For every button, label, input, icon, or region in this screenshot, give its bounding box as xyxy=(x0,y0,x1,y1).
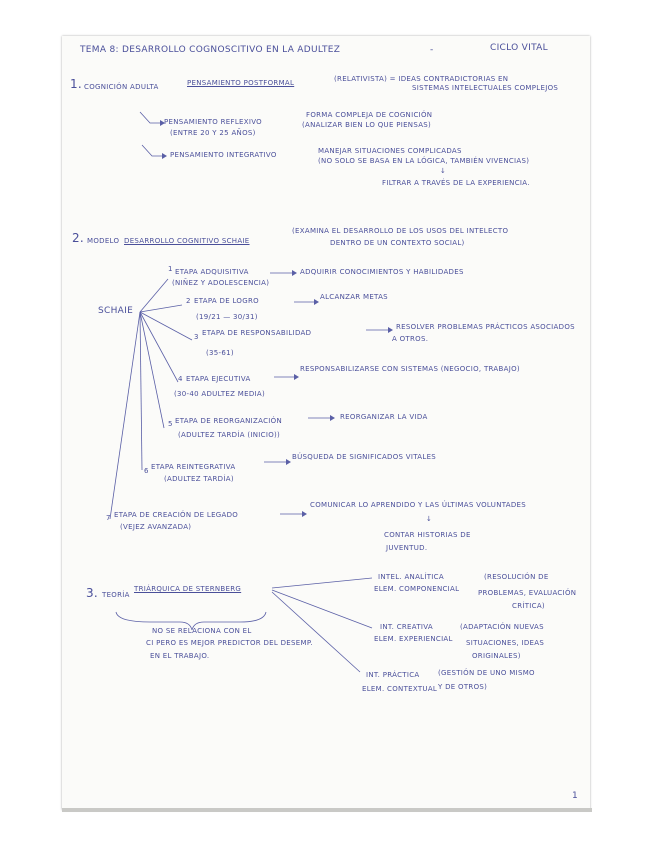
branch-stage-5 xyxy=(140,312,164,428)
section-2-title-pre: MODELO xyxy=(87,237,120,245)
reflexivo-desc-2: (ANALIZAR BIEN LO QUE PIENSAS) xyxy=(302,121,432,129)
stage-2-number: 2 xyxy=(186,297,191,305)
course-name: CICLO VITAL xyxy=(490,43,548,53)
page-title: TEMA 8: DESARROLLO COGNOSCITIVO EN LA ADULTEZ xyxy=(80,45,341,55)
section-1-title-link: PENSAMIENTO POSTFORMAL xyxy=(187,79,295,87)
section-3-note-2: CI PERO ES MEJOR PREDICTOR DEL DESEMP. xyxy=(146,639,313,647)
stage-7-age: (VEJEZ AVANZADA) xyxy=(120,523,192,531)
section-3-note-1: NO SE RELACIONA CON EL xyxy=(152,627,252,635)
stage-4-desc: RESPONSABILIZARSE CON SISTEMAS (NEGOCIO, TRABAJO) xyxy=(300,365,520,373)
section-2-number: 2. xyxy=(72,231,85,245)
stage-2-name: ETAPA DE LOGRO xyxy=(194,297,259,305)
analitica-label: INTEL. ANALÍTICA xyxy=(378,573,444,581)
stage-5-name: ETAPA DE REORGANIZACIÓN xyxy=(175,417,283,425)
creativa-desc-1: (ADAPTACIÓN NUEVAS xyxy=(460,623,544,631)
stage-1-desc: ADQUIRIR CONOCIMIENTOS Y HABILIDADES xyxy=(300,268,464,276)
practica-label: INT. PRÁCTICA xyxy=(366,671,420,679)
section-1-title-post: (RELATIVISTA) = IDEAS CONTRADICTORIAS EN xyxy=(334,75,509,83)
stage-3-desc: RESOLVER PROBLEMAS PRÁCTICOS ASOCIADOS xyxy=(396,323,575,331)
stage-6-number: 6 xyxy=(144,467,149,475)
stage-5-desc: REORGANIZAR LA VIDA xyxy=(340,413,428,421)
analitica-desc-2: PROBLEMAS, EVALUACIÓN xyxy=(478,589,577,597)
stage-3-name: ETAPA DE RESPONSABILIDAD xyxy=(202,329,312,337)
practica-desc-1: (GESTIÓN DE UNO MISMO xyxy=(438,669,535,677)
stage-7-desc-3: JUVENTUD. xyxy=(386,544,428,552)
section-2-desc-2: DENTRO DE UN CONTEXTO SOCIAL) xyxy=(330,239,465,247)
stage-1-age: (NIÑEZ Y ADOLESCENCIA) xyxy=(172,279,270,287)
stage-7-desc: COMUNICAR LO APRENDIDO Y LAS ÚLTIMAS VOLUNTADES xyxy=(310,501,527,509)
section-1-title-cont: SISTEMAS INTELECTUALES COMPLEJOS xyxy=(412,84,559,92)
practica-desc-2: Y DE OTROS) xyxy=(438,683,488,691)
stage-4-number: 4 xyxy=(178,375,183,383)
page-number: 1 xyxy=(572,791,579,801)
creativa-desc-3: ORIGINALES) xyxy=(472,652,521,660)
stage-2-desc: ALCANZAR METAS xyxy=(320,293,388,301)
schaie-hub: SCHAIE xyxy=(98,306,134,316)
title-dash: - xyxy=(430,45,434,55)
integrativo-desc-1: MANEJAR SITUACIONES COMPLICADAS xyxy=(318,147,462,155)
creativa-desc-2: SITUACIONES, IDEAS xyxy=(466,639,545,647)
branch-stage-7 xyxy=(110,312,140,519)
analitica-desc-3: CRÍTICA) xyxy=(512,602,545,610)
stage-6-name: ETAPA REINTEGRATIVA xyxy=(151,463,236,471)
stage-4-name: ETAPA EJECUTIVA xyxy=(186,375,251,383)
stage-5-number: 5 xyxy=(168,420,173,428)
stage-3-number: 3 xyxy=(194,333,199,341)
stage-1-number: 1 xyxy=(168,265,173,273)
integrativo-desc-2: (NO SOLO SE BASA EN LA LÓGICA, TAMBIÉN VIVENCIAS) xyxy=(318,157,530,165)
stage-4-age: (30-40 ADULTEZ MEDIA) xyxy=(174,390,265,398)
creativa-label: INT. CREATIVA xyxy=(380,623,433,631)
analitica-element: ELEM. COMPONENCIAL xyxy=(374,585,460,593)
section-2-desc-1: (EXAMINA EL DESARROLLO DE LOS USOS DEL INTELECTO xyxy=(292,227,509,235)
stage-1-name: ETAPA ADQUISITIVA xyxy=(175,268,249,276)
branch-creativa xyxy=(272,590,372,628)
stage-3-desc-2: A OTROS. xyxy=(392,335,429,343)
stage-6-desc: BÚSQUEDA DE SIGNIFICADOS VITALES xyxy=(292,453,437,461)
branch-practica xyxy=(272,592,360,672)
section-3-title-pre: TEORÍA xyxy=(102,591,130,599)
reflexivo-label: PENSAMIENTO REFLEXIVO xyxy=(164,118,262,126)
stage-7-name: ETAPA DE CREACIÓN DE LEGADO xyxy=(114,511,239,519)
stage-7-number: 7 xyxy=(106,514,111,522)
reflexivo-age: (ENTRE 20 Y 25 AÑOS) xyxy=(170,129,256,137)
creativa-element: ELEM. EXPERIENCIAL xyxy=(374,635,453,643)
branch-analitica xyxy=(272,578,372,588)
stage-7-arrow: ↓ xyxy=(426,515,433,523)
integrativo-desc-3: FILTRAR A TRAVÉS DE LA EXPERIENCIA. xyxy=(382,179,530,187)
arrow-integrativo xyxy=(142,145,162,156)
reflexivo-desc-1: FORMA COMPLEJA DE COGNICIÓN xyxy=(306,111,433,119)
section-3-title-link: TRIÁRQUICA DE STERNBERG xyxy=(134,585,242,593)
stage-6-age: (ADULTEZ TARDÍA) xyxy=(164,475,234,483)
stage-5-age: (ADULTEZ TARDÍA (INICIO)) xyxy=(178,431,281,439)
section-1-number: 1. xyxy=(70,77,83,91)
practica-element: ELEM. CONTEXTUAL xyxy=(362,685,438,693)
section-3-note-3: EN EL TRABAJO. xyxy=(150,652,210,660)
section-1-title-pre: COGNICIÓN ADULTA xyxy=(84,83,159,91)
branch-stage-2 xyxy=(140,305,182,312)
stage-2-age: (19/21 — 30/31) xyxy=(196,313,258,321)
analitica-desc-1: (RESOLUCIÓN DE xyxy=(484,573,549,581)
section-3-number: 3. xyxy=(86,586,99,600)
branch-stage-6 xyxy=(140,312,142,470)
section-2-title-link: DESARROLLO COGNITIVO SCHAIE xyxy=(124,237,250,245)
arrow-reflexivo xyxy=(140,112,160,123)
integrativo-label: PENSAMIENTO INTEGRATIVO xyxy=(170,151,277,159)
branch-stage-1 xyxy=(140,279,168,312)
integrativo-arrow: ↓ xyxy=(440,167,447,175)
stage-3-age: (35-61) xyxy=(206,349,234,357)
stage-7-desc-2: CONTAR HISTORIAS DE xyxy=(384,531,471,539)
